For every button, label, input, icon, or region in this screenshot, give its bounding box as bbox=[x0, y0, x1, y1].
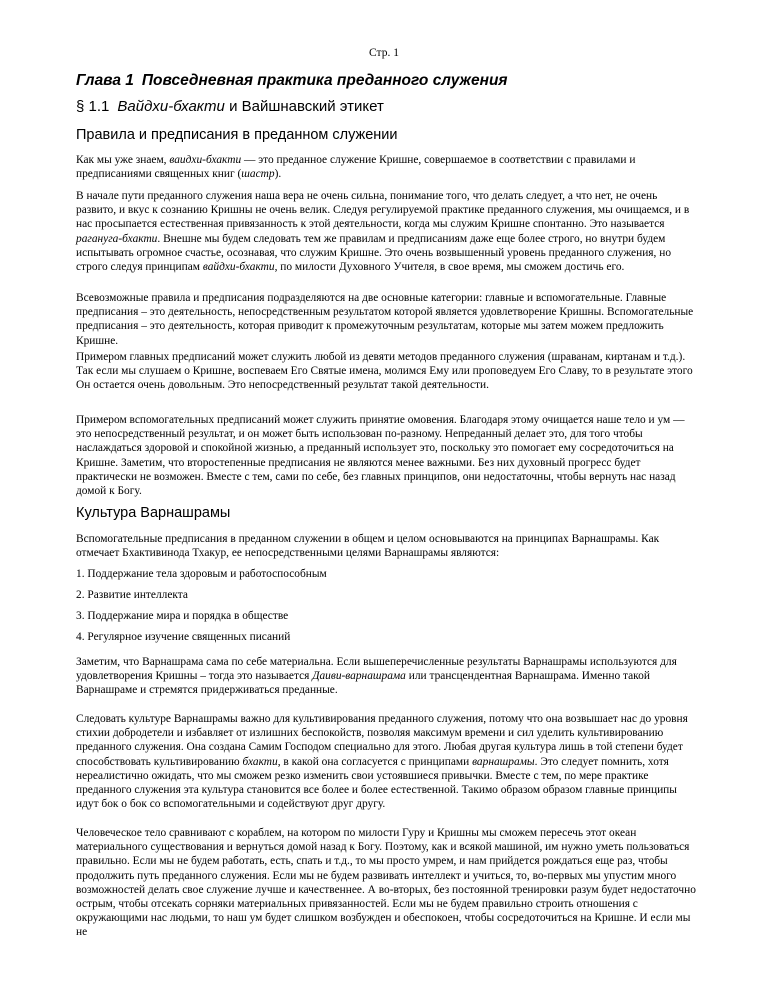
paragraph-4: Примером главных предписаний может служить любой из девяти методов преданного служения (шраванам, киртанам и т.д.). Так если мы слушаем о Кришне, воспеваем Его Святые имена, молимся Ему или проповедуем Его Славу, то в результате этого Он остается очень довольным. Это непосредственный результат такой деятельности. bbox=[76, 351, 693, 392]
paragraph-3: Всевозможные правила и предписания подразделяются на две основные категории: главные и вспомогательные. Главные предписания – это деятельность, непосредственным результатом которой является удовлетворение Кришны. Вспомогательные предписания – это деятельность, которая приводит к промежуточным результатам, которые мы затем можем предложить Кришне. bbox=[76, 292, 694, 347]
section-title-rest: и Вайшнавский этикет bbox=[224, 98, 384, 115]
paragraph-5: Примером вспомогательных предписаний может служить принятие омовения. Благодаря этому очищается наше тело и ум — это непосредственный результат, и он может быть использован по-разному. Непреданный делает это, для того чтобы наслаждаться здоровой и спокойной жизнью, а преданный использует это, поскольку это помогает ему сосредоточиться на Кришне. Заметим, что второстепенные предписания не являются менее важными. Без них духовный прогресс будет практически не возможен. Вместе с тем, сами по себе, без главных принципов, они недостаточны, чтобы вернуть нас назад домой к Богу. bbox=[76, 414, 685, 498]
paragraph-7: Заметим, что Варнашрама сама по себе материальна. Если вышеперечисленные результаты Варнашрамы используются для удовлетворения Кришны – тогда это называется Даиви-варнашрама или трансцендентная Варнашрама. Именно такой Варнашраме и стремятся придерживаться преданные. bbox=[76, 656, 677, 697]
paragraph-6: Вспомогательные предписания в преданном служении в общем и целом основываются на принципах Варнашрамы. Как отмечает Бхактивинода Тхакур, ее непосредственными целями Варнашрамы являются: bbox=[76, 533, 660, 560]
paragraph-2: В начале пути преданного служения наша вера не очень сильна, понимание того, что делать следует, а что нет, не очень развито, и вкус к сознанию Кришны не очень велик. Следуя регулируемой практике преданного служения, мы очищаемся, и в нас просыпается естественная привязанность к этой деятельности, когда мы служим Кришне спонтанно. Это называется рагануга-бхакти. Внешне мы будем следовать тем же правилам и предписаниям даже еще более строго, но внутри будем испытывать огромное счастье, осознавая, что служим Кришне. Это очень возвышенный уровень преданного служения, но строго следуя принципам вайдхи-бхакти, по милости Духовного Учителя, в свое время, мы сможем достичь его. bbox=[76, 190, 690, 274]
chapter-title: Повседневная практика преданного служения bbox=[141, 72, 508, 89]
chapter-number: Глава 1 bbox=[76, 72, 134, 89]
paragraph-9: Человеческое тело сравнивают с кораблем, на котором по милости Гуру и Кришны мы сможем пересечь этот океан материального существования и вернуться домой назад к Богу. Поэтому, как и всякой машиной, им нужно уметь пользоваться правильно. Если мы не будем работать, есть, спать и т.д., то мы просто умрем, и нам прийдется рождаться еще раз, чтобы продолжить путь преданного служения. Если мы не будем развивать интеллект и учиться, то, во-первых мы упустим много возможностей делать свое служение лучше и качественнее. А во-вторых, без постоянной тренировки разум будет недостаточно острым, чтобы отсекать сорняки материальных привязанностей. Если мы не будем правильно строить отношения с окружающими нас людьми, то наш ум будет слишком возбужден и обеспокоен, чтобы сосредоточиться на Кришне. И если мы не bbox=[76, 827, 696, 939]
subsection-heading-rules: Правила и предписания в преданном служении bbox=[76, 127, 398, 143]
subsection-heading-varnashrama: Культура Варнашрамы bbox=[76, 505, 231, 521]
list-item: 2. Развитие интеллекта bbox=[76, 589, 188, 601]
section-title-italic: Вайдхи-бхакти bbox=[117, 98, 225, 115]
page-number: Стр. 1 bbox=[369, 47, 399, 59]
section-number: § 1.1 bbox=[76, 98, 110, 115]
list-item: 4. Регулярное изучение священных писаний bbox=[76, 631, 291, 643]
list-item: 1. Поддержание тела здоровым и работоспособным bbox=[76, 568, 327, 580]
paragraph-8: Следовать культуре Варнашрамы важно для культивирования преданного служения, потому что она возвышает нас до уровня стихии добродетели и избавляет от излишних беспокойств, позволяя максимум времени и сил уделить культивированию преданного служения. Она создана Самим Господом специально для этого. Любая другая культура лишь в той степени будет способствовать культивированию бхакти, в какой она согласуется с принципами варнашрамы. Это следует помнить, хотя нереалистично ожидать, что мы сможем резко изменить свои устоявшиеся привычки. Вместе с тем, по мере практике преданного служения эта культура становится все более и более естественной. Такимо образом образом главные принципы идут бок о бок со вспомогательными и содействуют друг другу. bbox=[76, 713, 688, 811]
paragraph-1: Как мы уже знаем, ваидхи-бхакти — это преданное служение Кришне, совершаемое в соответствии с правилами и предписаниями священных книг (шастр). bbox=[76, 154, 636, 181]
section-heading bbox=[76, 98, 384, 115]
chapter-heading bbox=[76, 72, 508, 90]
list-item: 3. Поддержание мира и порядка в обществе bbox=[76, 610, 289, 622]
